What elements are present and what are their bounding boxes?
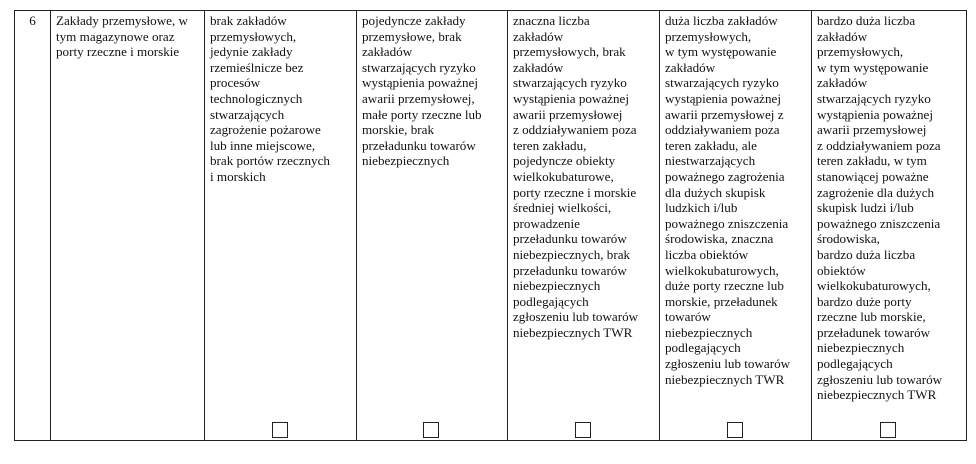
row-number-cell (15, 11, 51, 441)
row-number: 6 (29, 13, 36, 28)
level-cell-5 (812, 11, 967, 441)
level-description: bardzo duża liczba zakładów przemysłowych, w tym występowanie zakładów stwarzających ryzyko wystąpienia poważnej awarii przemysłowej z oddziaływaniem poza teren zakładu, w tym stanowiącej poważne zagrożenie dla dużych skupisk ludzi i/lub poważnego zniszczenia środowiska, bardzo duża liczba obiektów wielkokubaturowych, bardzo duże porty rzeczne lub morskie, przeładunek towarów niebezpiecznych podlegających zgłoszeniu lub towarów niebezpiecznych TWR (817, 13, 943, 403)
level-1-checkbox[interactable] (272, 422, 288, 438)
level-3-checkbox[interactable] (575, 422, 591, 438)
level-description: duża liczba zakładów przemysłowych, w tym występowanie zakładów stwarzających ryzyko wystąpienia poważnej awarii przemysłowej z oddziaływaniem poza teren zakładu, ale niestwarzających poważnego zagrożenia dla dużych skupisk ludzkich i/lub poważnego zniszczenia środowiska, znaczna liczba obiektów wielkokubaturowych, duże porty rzeczne lub morskie, przeładunek towarów niebezpiecznych podlegających zgłoszeniu lub towarów niebezpiecznych TWR (665, 13, 791, 387)
level-cell-4 (660, 11, 812, 441)
level-description: brak zakładów przemysłowych, jedynie zakłady rzemieślnicze bez procesów technologicznych stwarzających zagrożenie pożarowe lub inne miejscowe, brak portów rzecznych i morskich (210, 13, 330, 184)
level-cell-1 (205, 11, 357, 441)
table-row (15, 11, 967, 441)
risk-assessment-table (14, 10, 967, 441)
level-4-checkbox[interactable] (727, 422, 743, 438)
level-description: znaczna liczba zakładów przemysłowych, brak zakładów stwarzających ryzyko wystąpienia poważnej awarii przemysłowej z oddziaływaniem poza teren zakładu, pojedyncze obiekty wielkokubaturowe, porty rzeczne i morskie średniej wielkości, prowadzenie przeładunku towarów niebezpiecznych, brak przeładunku towarów niebezpiecznych podlegających zgłoszeniu lub towarów niebezpiecznych TWR (513, 13, 639, 340)
category-cell (51, 11, 205, 441)
level-5-checkbox[interactable] (880, 422, 896, 438)
level-cell-3 (508, 11, 660, 441)
level-2-checkbox[interactable] (423, 422, 439, 438)
level-description: pojedyncze zakłady przemysłowe, brak zakładów stwarzających ryzyko wystąpienia poważnej awarii przemysłowej, małe porty rzeczne lub morskie, brak przeładunku towarów niebezpiecznych (362, 13, 482, 169)
category-label: Zakłady przemysłowe, w tym magazynowe oraz porty rzeczne i morskie (56, 13, 188, 60)
level-cell-2 (357, 11, 508, 441)
